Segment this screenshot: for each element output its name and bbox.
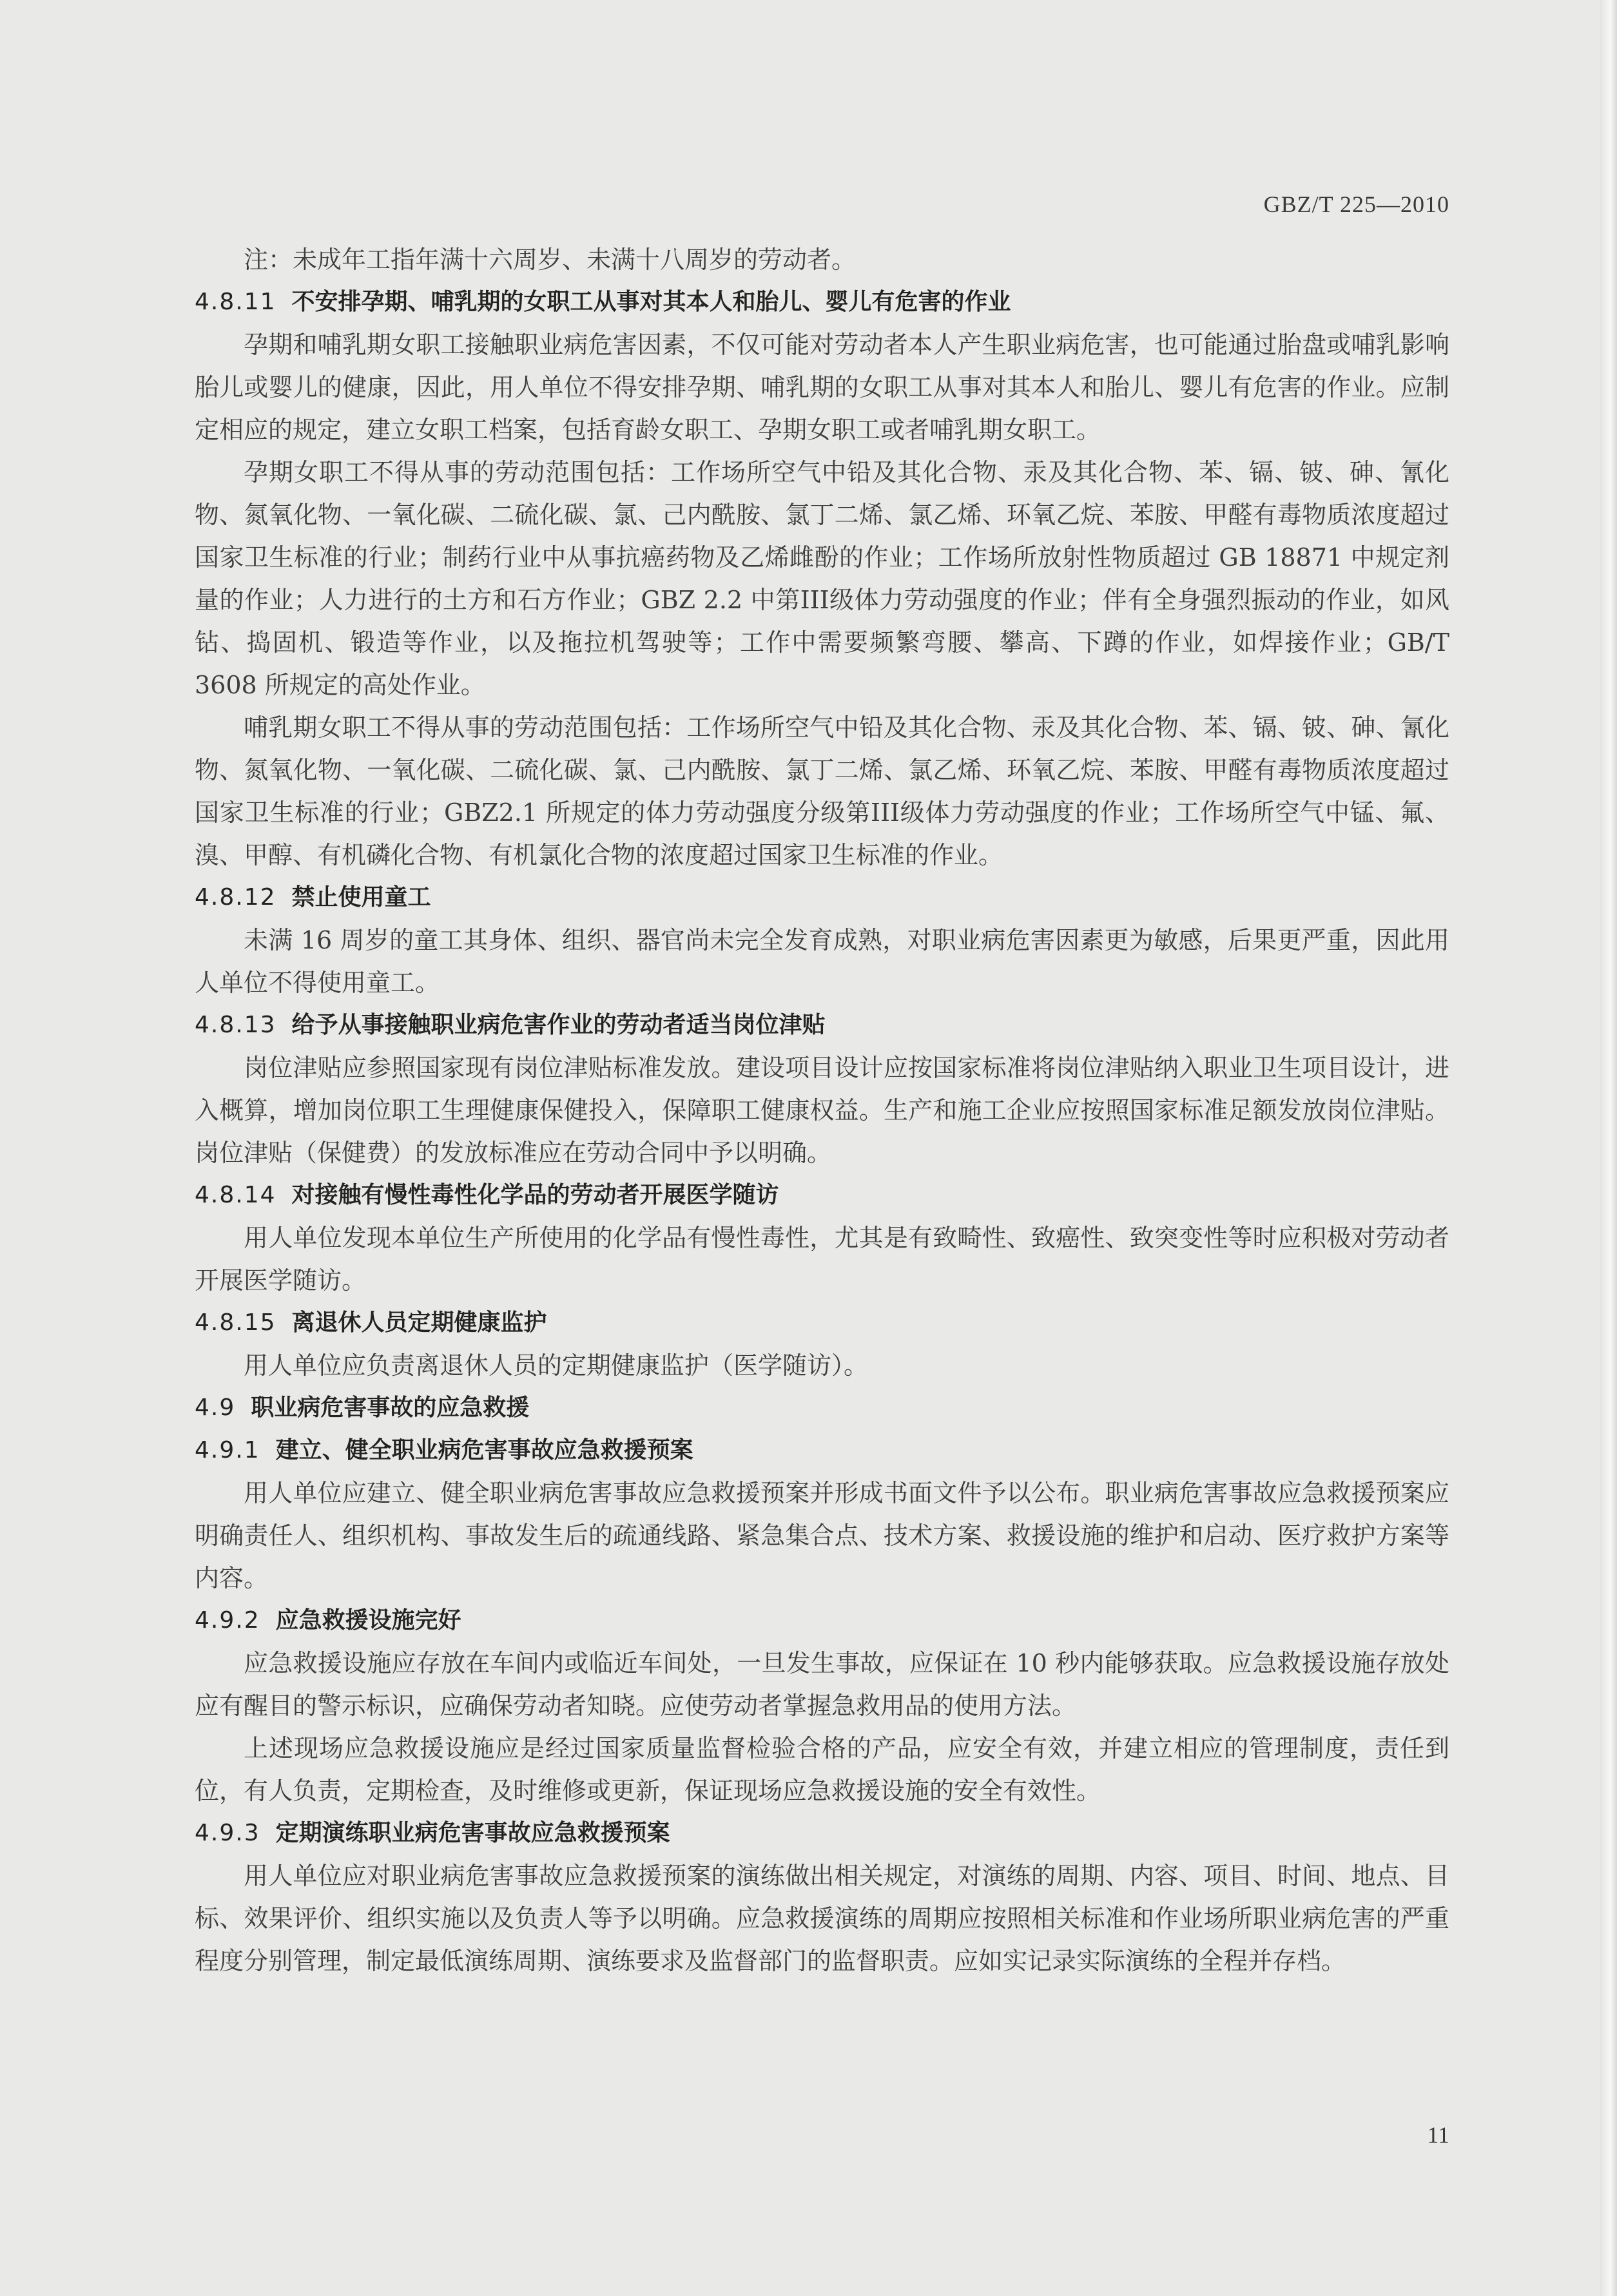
section-number: 4.8.15 [195, 1309, 276, 1336]
section-title: 应急救援设施完好 [275, 1607, 461, 1634]
document-code: GBZ/T 225—2010 [1263, 191, 1449, 217]
body-paragraph: 用人单位应建立、健全职业病危害事故应急救援预案并形成书面文件予以公布。职业病危害事故应急救援预案应明确责任人、组织机构、事故发生后的疏通线路、紧急集合点、技术方案、救援设施的维护和启动、医疗救护方案等内容。 [195, 1479, 1449, 1592]
document-body [195, 238, 1449, 1982]
section-heading-4-8-11 [195, 281, 1449, 323]
section-heading-4-8-12 [195, 876, 1449, 919]
body-paragraph: 应急救援设施应存放在车间内或临近车间处，一旦发生事故，应保证在 10 秒内能够获取。应急救援设施存放处应有醒目的警示标识，应确保劳动者知晓。应使劳动者掌握急救用品的使用方法。 [195, 1649, 1449, 1720]
section-heading-4-9 [195, 1387, 1449, 1429]
section-title: 定期演练职业病危害事故应急救援预案 [275, 1820, 670, 1846]
body-paragraph: 孕期和哺乳期女职工接触职业病危害因素，不仅可能对劳动者本人产生职业病危害，也可能通过胎盘或哺乳影响胎儿或婴儿的健康，因此，用人单位不得安排孕期、哺乳期的女职工从事对其本人和胎儿、婴儿有危害的作业。应制定相应的规定，建立女职工档案，包括育龄女职工、孕期女职工或者哺乳期女职工。 [195, 331, 1449, 444]
body-paragraph: 岗位津贴应参照国家现有岗位津贴标准发放。建设项目设计应按国家标准将岗位津贴纳入职业卫生项目设计，进入概算，增加岗位职工生理健康保健投入，保障职工健康权益。生产和施工企业应按照国家标准足额发放岗位津贴。岗位津贴（保健费）的发放标准应在劳动合同中予以明确。 [195, 1054, 1449, 1167]
section-number: 4.8.12 [195, 884, 276, 911]
section-title: 禁止使用童工 [291, 884, 431, 911]
section-title: 建立、健全职业病危害事故应急救援预案 [275, 1437, 693, 1463]
section-heading-4-8-13 [195, 1004, 1449, 1047]
body-paragraph: 哺乳期女职工不得从事的劳动范围包括：工作场所空气中铅及其化合物、汞及其化合物、苯、镉、铍、砷、氰化物、氮氧化物、一氧化碳、二硫化碳、氯、己内酰胺、氯丁二烯、氯乙烯、环氧乙烷、苯胺、甲醛有毒物质浓度超过国家卫生标准的行业；GBZ2.1 所规定的体力劳动强度分级第III级体力劳动强度的作业；工作场所空气中锰、氟、溴、甲醇、有机磷化合物、有机氯化合物的浓度超过国家卫生标准的作业。 [195, 713, 1449, 869]
section-heading-4-8-14 [195, 1174, 1449, 1217]
section-number: 4.9.1 [195, 1437, 260, 1463]
body-paragraph: 未满 16 周岁的童工其身体、组织、器官尚未完全发育成熟，对职业病危害因素更为敏感，后果更严重，因此用人单位不得使用童工。 [195, 926, 1449, 997]
section-title: 职业病危害事故的应急救援 [251, 1394, 530, 1421]
section-number: 4.8.14 [195, 1182, 276, 1208]
section-heading-4-9-2 [195, 1599, 1449, 1642]
section-title: 给予从事接触职业病危害作业的劳动者适当岗位津贴 [291, 1012, 826, 1038]
section-number: 4.9.2 [195, 1607, 260, 1634]
body-paragraph: 用人单位应负责离退休人员的定期健康监护（医学随访）。 [244, 1351, 869, 1380]
section-number: 4.8.11 [195, 289, 276, 315]
section-title: 不安排孕期、哺乳期的女职工从事对其本人和胎儿、婴儿有危害的作业 [291, 289, 1011, 315]
section-heading-4-9-3 [195, 1812, 1449, 1855]
page-edge-shadow [1600, 0, 1617, 2296]
section-heading-4-8-15 [195, 1302, 1449, 1344]
body-paragraph: 上述现场应急救援设施应是经过国家质量监督检验合格的产品，应安全有效，并建立相应的管理制度，责任到位，有人负责，定期检查，及时维修或更新，保证现场应急救援设施的安全有效性。 [195, 1734, 1449, 1805]
section-number: 4.9.3 [195, 1820, 260, 1846]
section-number: 4.9 [195, 1394, 236, 1421]
body-paragraph: 用人单位应对职业病危害事故应急救援预案的演练做出相关规定，对演练的周期、内容、项目、时间、地点、目标、效果评价、组织实施以及负责人等予以明确。应急救援演练的周期应按照相关标准和作业场所职业病危害的严重程度分别管理，制定最低演练周期、演练要求及监督部门的监督职责。应如实记录实际演练的全程并存档。 [195, 1862, 1449, 1975]
section-heading-4-9-1 [195, 1429, 1449, 1472]
note-paragraph: 注：未成年工指年满十六周岁、未满十八周岁的劳动者。 [244, 246, 857, 274]
body-paragraph: 孕期女职工不得从事的劳动范围包括：工作场所空气中铅及其化合物、汞及其化合物、苯、镉、铍、砷、氰化物、氮氧化物、一氧化碳、二硫化碳、氯、己内酰胺、氯丁二烯、氯乙烯、环氧乙烷、苯胺、甲醛有毒物质浓度超过国家卫生标准的行业；制药行业中从事抗癌药物及乙烯雌酚的作业；工作场所放射性物质超过 GB 18871 中规定剂量的作业；人力进行的土方和石方作业；GBZ 2.2 中第III级体力劳动强度的作业；伴有全身强烈振动的作业，如风钻、捣固机、锻造等作业，以及拖拉机驾驶等；工作中需要频繁弯腰、攀高、下蹲的作业，如焊接作业；GB/T 3608 所规定的高处作业。 [195, 458, 1449, 699]
body-paragraph: 用人单位发现本单位生产所使用的化学品有慢性毒性，尤其是有致畸性、致癌性、致突变性等时应积极对劳动者开展医学随访。 [195, 1224, 1449, 1295]
section-title: 对接触有慢性毒性化学品的劳动者开展医学随访 [291, 1182, 779, 1208]
section-title: 离退休人员定期健康监护 [291, 1309, 547, 1336]
page-number: 11 [1427, 2122, 1449, 2148]
section-number: 4.8.13 [195, 1012, 276, 1038]
